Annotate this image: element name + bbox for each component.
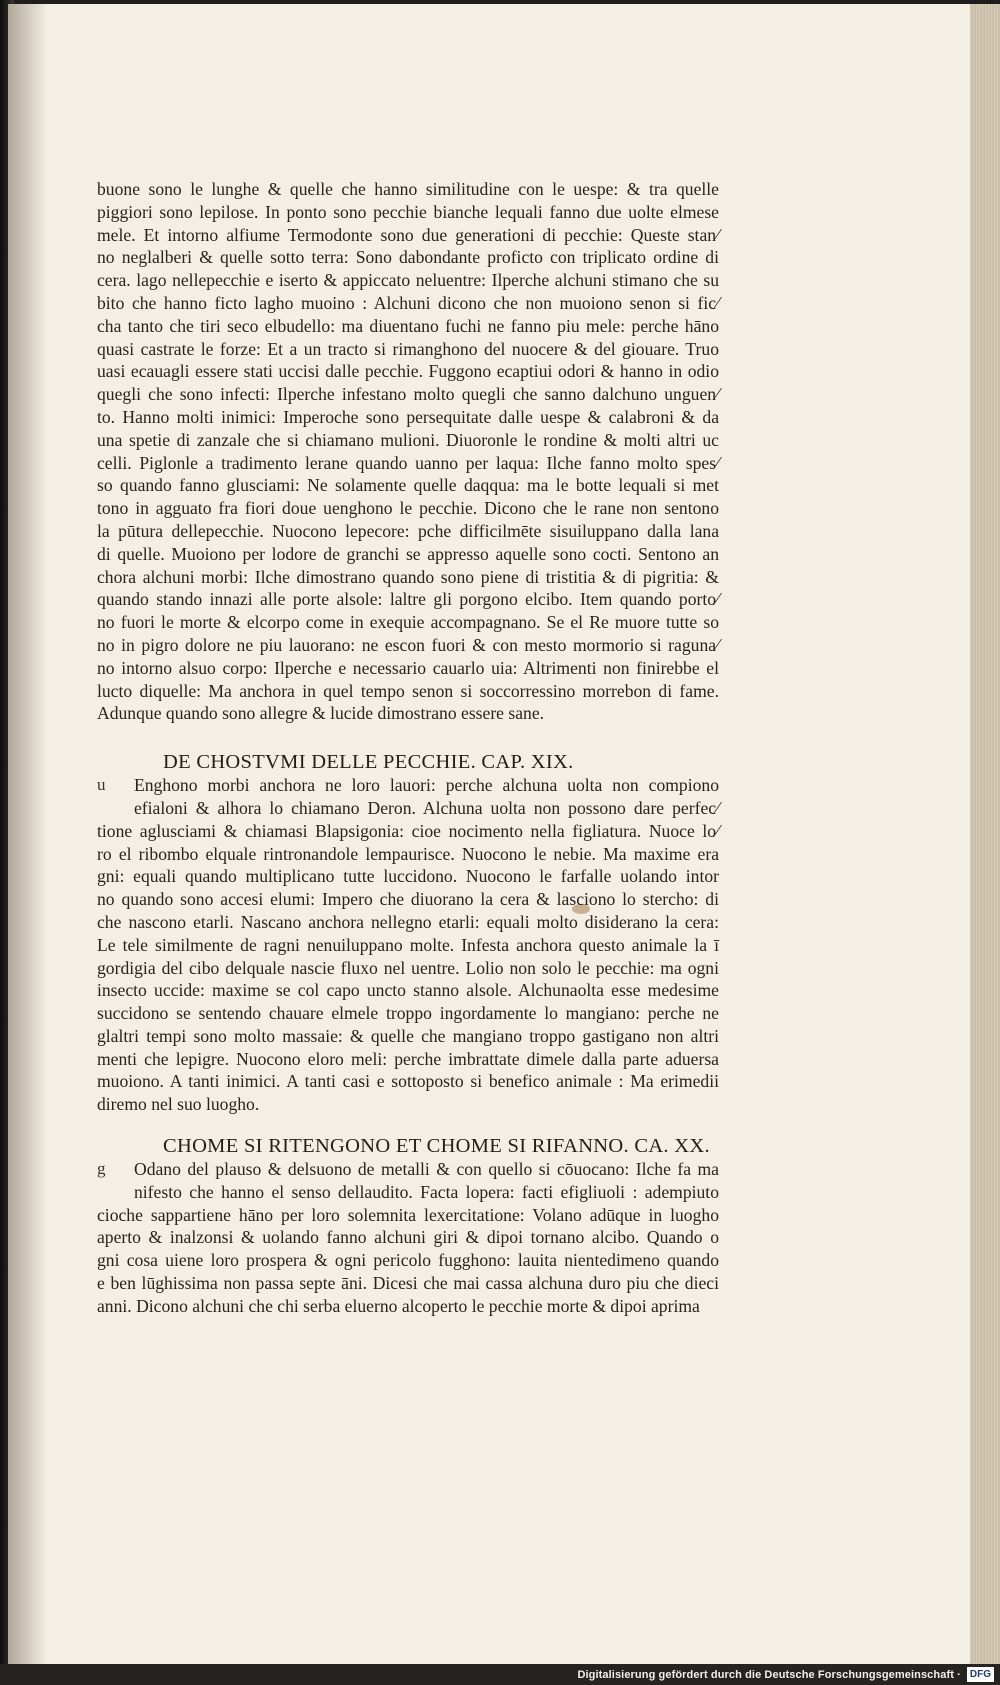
text-line: gni: equali quando multiplicano tutte luccidono. Nuocono le farfalle uolando intor: [97, 866, 719, 887]
text-line: glaltri tempi sono molto massaie: & quelle che mangiano troppo gastigano non altri: [97, 1025, 719, 1046]
text-line: mele. Et intorno alfiume Termodonte sono due generationi di pecchie: Queste stan⁄: [97, 224, 719, 245]
text-line: piggiori sono lepilose. In ponto sono pecchie bianche lequali fanno due uolte elmese: [97, 201, 719, 222]
paragraph-3: [97, 1158, 719, 1318]
text-line: chora alchuni morbi: Ilche dimostrano quando sono piene di tristitia & di pigritia: &: [97, 566, 719, 587]
text-line: ro el ribombo elquale rintronandole lempaurisce. Nuocono le nebie. Ma maxime era: [97, 843, 719, 864]
text-line: quasi castrate le forze: Et a un tracto si rimanghono del nuocere & del giouare. Truo: [97, 338, 719, 359]
dfg-logo: DFG: [967, 1667, 994, 1682]
text-line: no quando sono accesi elumi: Impero che diuorano la cera & lasciono lo stercho: di: [97, 889, 719, 910]
page-edges: [970, 4, 1000, 1664]
text-line: diremo nel suo luogho.: [97, 1094, 260, 1115]
text-line: aperto & inalzonsi & uolando fanno alchuni giri & dipoi tornano alcibo. Quando o: [97, 1227, 719, 1248]
text-line: uasi ecauagli essere stati uccisi dalle pecchie. Fuggono ecaptiui odori & hanno in odio: [97, 361, 719, 382]
text-line: Enghono morbi anchora ne loro lauori: perche alchuna uolta non compiono: [134, 775, 719, 796]
paragraph-2: [97, 774, 719, 1116]
text-line: no intorno alsuo corpo: Ilperche e necessario cauarlo uia: Altrimenti non finirebbe el: [97, 657, 719, 678]
spine-shadow: [8, 4, 48, 1664]
text-line: Odano del plauso & delsuono de metalli & con quello si cōuocano: Ilche fa ma: [134, 1159, 719, 1180]
guide-letter: u: [97, 775, 106, 795]
digitization-credit: Digitalisierung gefördert durch die Deutsche Forschungsgemeinschaft ·: [577, 1668, 961, 1681]
text-line: Le tele similmente de ragni nenuiluppano molte. Infesta anchora questo animale la ī: [97, 934, 719, 955]
text-line: to. Hanno molti inimici: Imperoche sono persequitate dalle uespe & calabroni & da: [97, 406, 719, 427]
text-line: lucto diquelle: Ma anchora in quel tempo senon si soccorressino morrebon di fame.: [97, 680, 719, 701]
text-line: buone sono le lunghe & quelle che hanno similitudine con le uespe: & tra quelle: [97, 179, 719, 199]
footer-bar: [0, 1664, 1000, 1685]
text-line: no fuori le morte & elcorpo come in exequie accompagnano. Se el Re muore tutte so: [97, 612, 719, 633]
text-line: gni cosa uiene loro prospera & ogni pericolo fugghono: lauita nientedimeno quando: [97, 1250, 719, 1271]
text-line: anni. Dicono alchuni che chi serba eluerno alcoperto le pecchie morte & dipoi aprima: [97, 1295, 700, 1316]
text-line: muoiono. A tanti inimici. A tanti casi e sottoposto si benefico animale : Ma erimedii: [97, 1071, 719, 1092]
text-line: celli. Piglonle a tradimento lerane quando uanno per laqua: Ilche fanno molto spes⁄: [97, 452, 719, 473]
text-line: nifesto che hanno el senso dellaudito. Facta lopera: facti efigliuoli : adempiuto: [134, 1181, 719, 1202]
text-line: Adunque quando sono allegre & lucide dimostrano essere sane.: [97, 703, 545, 724]
text-line: tono in agguato fra fiori doue uenghono le pecchie. Dicono che le rane non sentono: [97, 498, 719, 519]
guide-letter: g: [97, 1159, 106, 1179]
text-line: insecto uccide: maxime se col capo uncto stanno alsole. Alchunaolta esse medesime: [97, 980, 719, 1001]
chapter-heading-xix: DE CHOSTVMI DELLE PECCHIE. CAP. XIX.: [163, 751, 574, 774]
text-line: no in pigro dolore ne piu lauorano: ne escon fuori & con mesto mormorio si raguna⁄: [97, 634, 719, 655]
text-line: di quelle. Muoiono per lodore de granchi se appresso aquelle sono cocti. Sentono an: [97, 543, 719, 564]
text-line: che nascono etarli. Nascano anchora nellegno etarli: equali molto disiderano la cera:: [97, 911, 719, 932]
text-line: quando stando innazi alle porte alsole: laltre gli porgono elcibo. Item quando porto⁄: [97, 589, 719, 610]
text-line: quegli che sono infecti: Ilperche infestano molto quegli che sanno dalchuno unguen⁄: [97, 384, 719, 405]
chapter-xix-body: [97, 774, 719, 1116]
text-line: e ben lūghissima non passa septe āni. Dicesi che mai cassa alchuna duro piu che dieci: [97, 1273, 719, 1294]
text-line: no neglalberi & quelle sotto terra: Sono dabondante proficto con triplicato ordine di: [97, 247, 719, 268]
text-line: cioche sappartiene hāno per loro solemnita lexercitatione: Volano adūque in luogho: [97, 1204, 719, 1225]
chapter-xx-body: [97, 1158, 719, 1318]
text-line: so quando fanno glusciami: Ne solamente quelle daqqua: ma le botte lequali si met: [97, 475, 719, 496]
text-line: efialoni & alhora lo chiamano Deron. Alchuna uolta non possono dare perfec⁄: [134, 797, 719, 818]
paragraph-1: [97, 178, 719, 725]
text-line: cha tanto che tiri seco elbudello: ma diuentano fuchi ne fanno piu mele: perche hāno: [97, 315, 719, 336]
text-line: gordigia del cibo delquale nascie fluxo nel uentre. Lolio non solo le pecchie: ma ogni: [97, 957, 719, 978]
text-line: menti che lepigre. Nuocono eloro meli: perche imbrattate dimele dalla parte aduersa: [97, 1048, 719, 1069]
text-line: una spetie di zanzale che si chiamano mulioni. Diuoronle le rondine & molti altri uc: [97, 429, 719, 450]
text-line: bito che hanno ficto lagho muoino : Alchuni dicono che non muoiono senon si fic⁄: [97, 292, 719, 313]
text-block: [97, 178, 719, 1318]
text-line: succidono se sentendo chauare elmele troppo ingordamente lo mangiano: perche ne: [97, 1003, 719, 1024]
text-line: la pūtura dellepecchie. Nuocono lepecore: pche difficilmēte sisuiluppano dalla lana: [97, 520, 719, 541]
text-line: cera. lago nellepecchie e iserto & appiccato neluentre: Ilperche alchuni stimano che su: [97, 270, 719, 291]
text-line: tione aglusciami & chiamasi Blapsigonia: cioe nocimento nella figliatura. Nuoce lo⁄: [97, 820, 719, 841]
chapter-heading-xx: CHOME SI RITENGONO ET CHOME SI RIFANNO. CA. XX.: [163, 1135, 710, 1158]
